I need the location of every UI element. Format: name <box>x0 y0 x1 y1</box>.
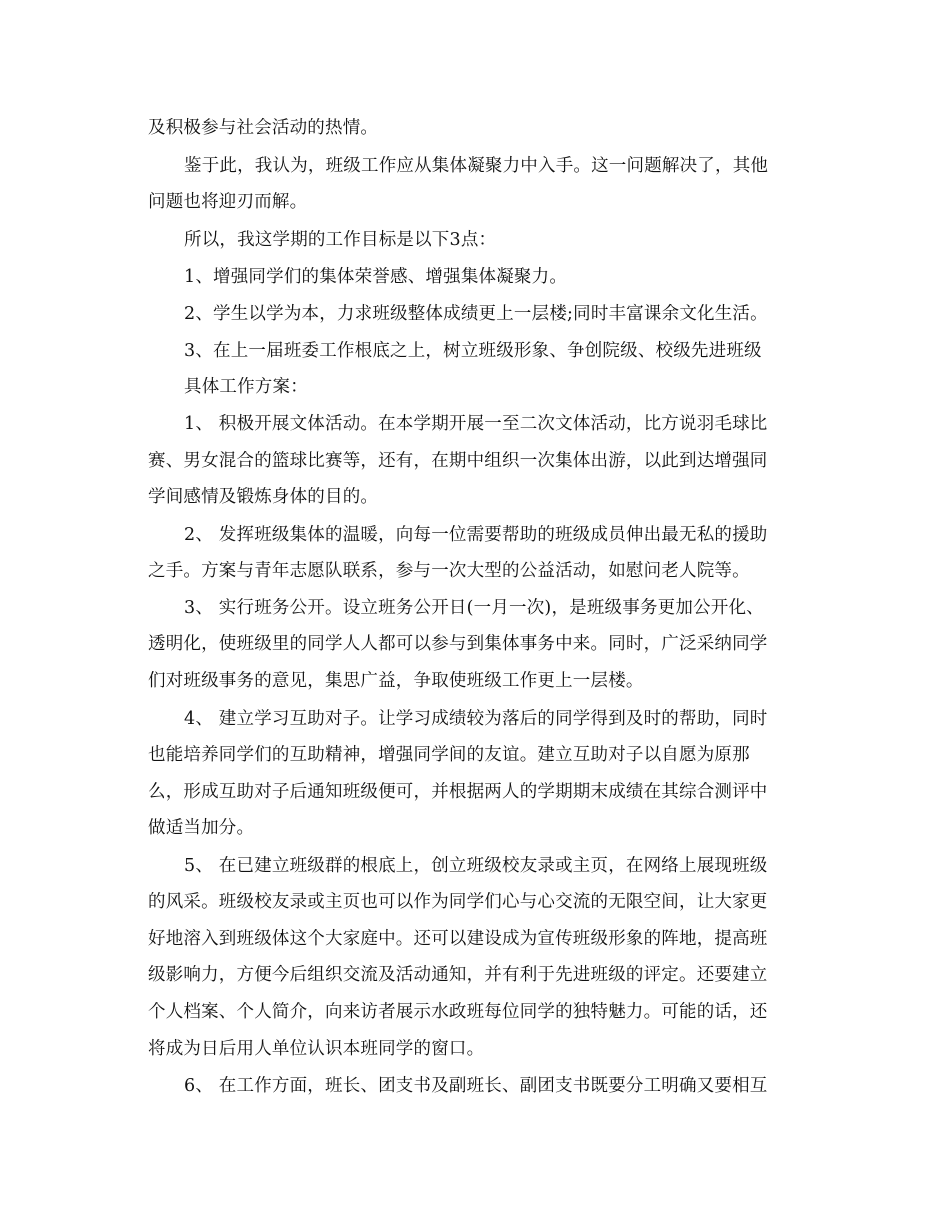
text-line: 6、 在工作方面，班长、团支书及副班长、副团支书既要分工明确又要相互 <box>184 1076 768 1096</box>
text-line: 所以，我这学期的工作目标是以下3点： <box>184 230 497 250</box>
text-line: 2、 发挥班级集体的温暖，向每一位需要帮助的班级成员伸出最无私的援助 <box>184 525 768 545</box>
text-line: 么，形成互助对子后通知班级便可，并根据两人的学期期末成绩在其综合测评中 <box>148 782 768 802</box>
text-line: 5、 在已建立班级群的根底上，创立班级校友录或主页，在网络上展现班级 <box>184 856 768 876</box>
text-line: 将成为日后用人单位认识本班同学的窗口。 <box>148 1039 485 1059</box>
text-line: 1、增强同学们的集体荣誉感、增强集体凝聚力。 <box>184 267 568 287</box>
text-line: 2、学生以学为本，力求班级整体成绩更上一层楼;同时丰富课余文化生活。 <box>184 304 768 324</box>
text-line: 学间感情及锻炼身体的目的。 <box>148 487 379 507</box>
text-line: 个人档案、个人简介，向来访者展示水政班每位同学的独特魅力。可能的话，还 <box>148 1002 768 1022</box>
text-line: 做适当加分。 <box>148 818 255 838</box>
text-line: 透明化，使班级里的同学人人都可以参与到集体事务中来。同时，广泛采纳同学 <box>148 634 768 654</box>
text-line: 之手。方案与青年志愿队联系，参与一次大型的公益活动，如慰问老人院等。 <box>148 561 750 581</box>
text-line: 具体工作方案： <box>184 377 308 397</box>
text-line: 问题也将迎刃而解。 <box>148 192 308 212</box>
text-line: 1、 积极开展文体活动。在本学期开展一至二次文体活动，比方说羽毛球比 <box>184 414 768 434</box>
text-line: 赛、男女混合的篮球比赛等，还有，在期中组织一次集体出游，以此到达增强同 <box>148 451 768 471</box>
text-line: 鉴于此，我认为，班级工作应从集体凝聚力中入手。这一问题解决了，其他 <box>184 156 769 176</box>
text-line: 级影响力，方便今后组织交流及活动通知，并有利于先进班级的评定。还要建立 <box>148 965 768 985</box>
text-line: 们对班级事务的意见，集思广益，争取使班级工作更上一层楼。 <box>148 671 644 691</box>
text-line: 也能培养同学们的互助精神，增强同学间的友谊。建立互助对子以自愿为原那 <box>148 745 750 765</box>
text-line: 3、 实行班务公开。设立班务公开日(一月一次)，是班级事务更加公开化、 <box>184 598 764 618</box>
text-line: 及积极参与社会活动的热情。 <box>148 118 379 138</box>
text-line: 3、在上一届班委工作根底之上，树立班级形象、争创院级、校级先进班级 <box>184 341 762 361</box>
text-line: 的风采。班级校友录或主页也可以作为同学们心与心交流的无限空间，让大家更 <box>148 892 768 912</box>
text-line: 4、 建立学习互助对子。让学习成绩较为落后的同学得到及时的帮助，同时 <box>184 709 768 729</box>
text-line: 好地溶入到班级体这个大家庭中。还可以建设成为宣传班级形象的阵地，提高班 <box>148 929 768 949</box>
